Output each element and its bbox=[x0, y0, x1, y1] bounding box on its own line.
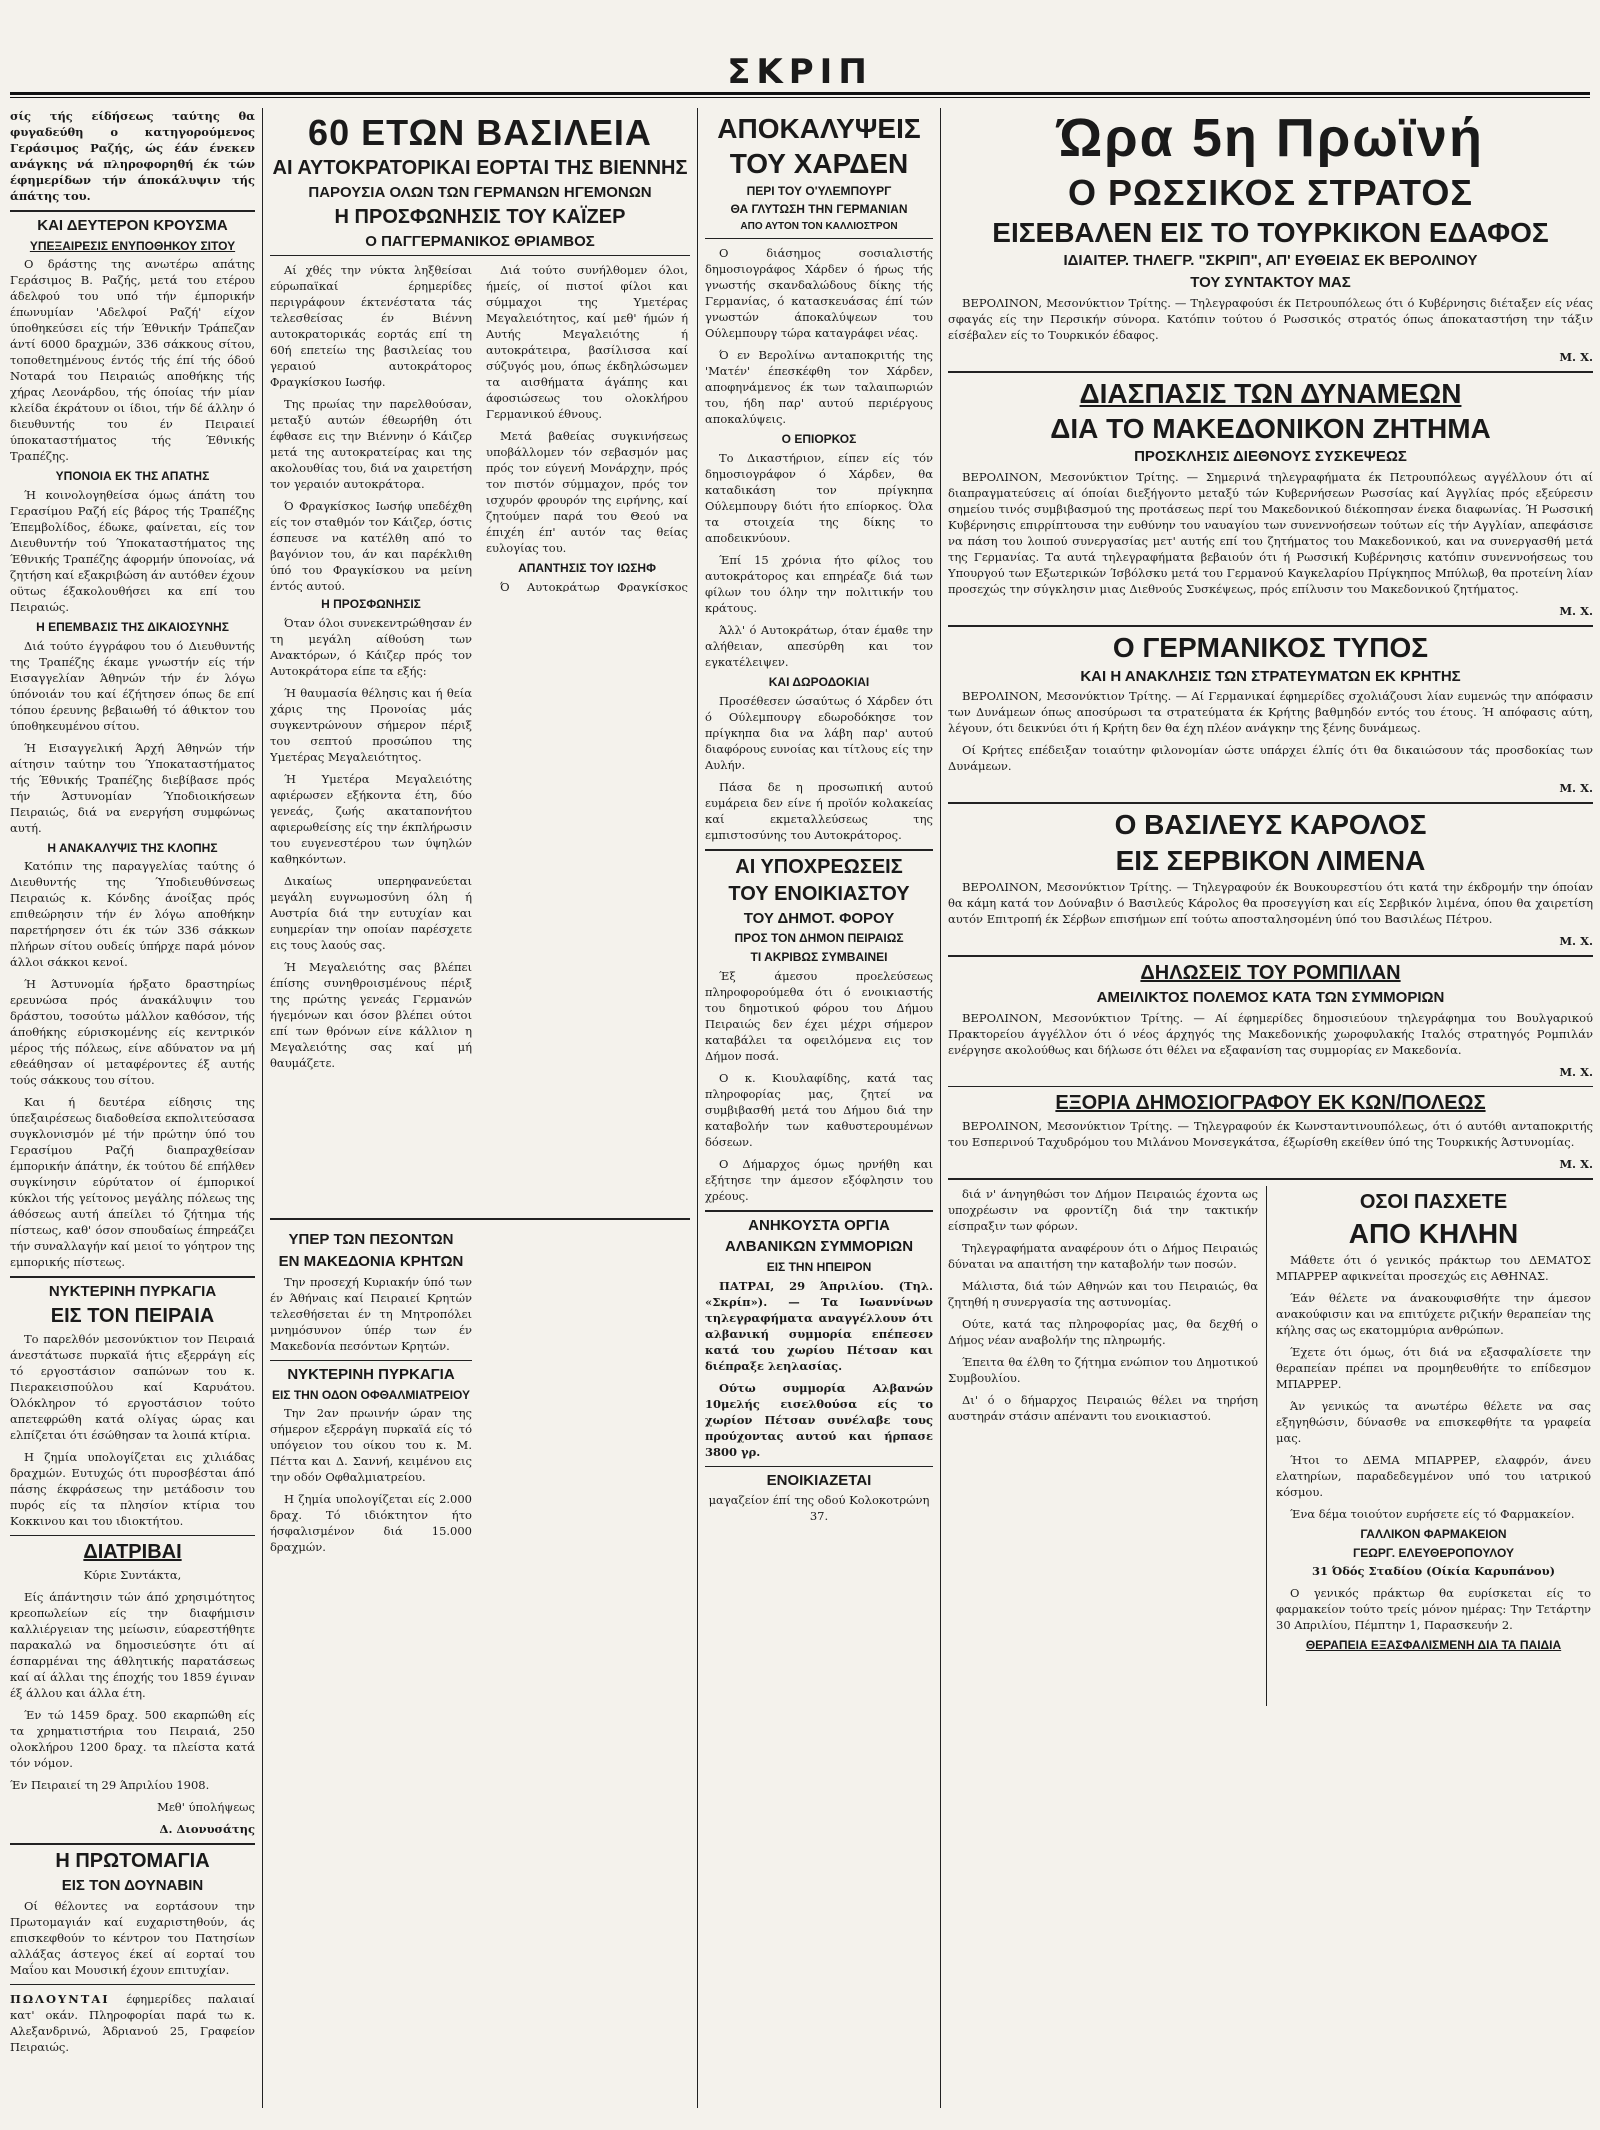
headline: ΕΙΣ ΤΟΝ ΠΕΙΡΑΙΑ bbox=[50, 1304, 215, 1327]
divider bbox=[270, 1360, 472, 1361]
headline: ΕΞΟΡΙΑ ΔΗΜΟΣΙΟΓΡΑΦΟΥ ΕΚ ΚΩΝ/ΠΟΛΕΩΣ bbox=[1055, 1091, 1486, 1114]
article-paragraph: Η ζημία υπολογίζεται εις χιλιάδας δραχμών. Ευτυχώς ότι πυροσβέσται άπό πάσης έκφράσεως την μετάδοσιν του πυρός είς τα πλησίον κτίρια του Κοκκινου και του ιδιοκτήτου. bbox=[10, 1449, 255, 1528]
divider bbox=[948, 955, 1593, 957]
article-paragraph: Δικαίως υπερηφανεύεται μεγάλη ευγνωμοσύνη όλη ή Αυστρία διά την ευτυχίαν και ευημερίαν την οποίαν παρέσχετε εις τους λαούς σας. bbox=[270, 873, 472, 952]
subheadline: ΠΡΟΣ ΤΟΝ ΔΗΜΟΝ ΠΕΙΡΑΙΩΣ bbox=[734, 931, 904, 946]
divider bbox=[948, 625, 1593, 627]
article-paragraph: Ο διάσημος σοσιαλιστής δημοσιογράφος Χάρδεν ό ήρως τής γνωστής σκανδαλώδους δίκης τής Γερμανίας, ό κατασκευάσας έπί τών γνωστών άποκαλύψεων του Ούλεμπουργ τώρα καταγράφει νέας. bbox=[705, 246, 933, 341]
column-separator bbox=[940, 108, 941, 2108]
ad-headline: ΓΑΛΛΙΚΟΝ ΦΑΡΜΑΚΕΙΟΝ bbox=[1360, 1527, 1507, 1542]
salutation: Κύριε Συντάκτα, bbox=[83, 1567, 182, 1582]
article-paragraph: Μετά βαθείας συγκινήσεως υποβάλλομεν τόν σεβασμόν μας πρός τον εύγενή Μονάρχην, πρός τον πιστόν σύμμαχον, πρός τον ισχυρόν φρουρόν της ειρήνης, καί ζητούμεν παρά του Θεού να έπιχέη έπ' αυτόν τας θείας ευλογίας του. bbox=[486, 429, 688, 556]
headline: ΤΟΥ ΧΑΡΔΕΝ bbox=[729, 148, 909, 180]
article-subcolumn bbox=[270, 1226, 472, 1786]
divider bbox=[705, 849, 933, 851]
subheadline: ΑΠΑΝΤΗΣΙΣ ΤΟΥ ΙΩΣΗΦ bbox=[518, 561, 656, 576]
column-2 bbox=[270, 108, 690, 2113]
signature: Μ. Χ. bbox=[1559, 1064, 1593, 1079]
subheadline: ΘΑ ΓΛΥΤΩΣΗ ΤΗΝ ΓΕΡΜΑΝΙΑΝ bbox=[730, 202, 908, 217]
divider bbox=[10, 1535, 255, 1536]
divider bbox=[270, 1218, 690, 1220]
divider bbox=[948, 802, 1593, 804]
subheadline: ΤΟΥ ΣΥΝΤΑΚΤΟΥ ΜΑΣ bbox=[1190, 273, 1351, 291]
article-paragraph: Της πρωίας την παρελθούσαν, μεταξύ αυτών έθεωρήθη ότι έφθασε εις την Βιέννην ό Κάιζερ μετά της αυτοκρατείρας και της ακολουθίας του, διά να χαιρετήση τον γεραιόν αυτοκράτορα. bbox=[270, 397, 472, 492]
masthead-rule-thin bbox=[10, 97, 1590, 98]
dispatch-paragraph: ΒΕΡΟΛΙΝΟΝ, Μεσονύκτιον Τρίτης. — Τηλεγραφούσι έκ Πετρουπόλεως ότι ό Κυβέρνησις διέταξεν είς νέας σφαγάς είς την Περσικήν σύνορα. Κατόπιν τούτου ό Ρωσσικός στρατός όπως άποκαταστήση την τάξιν είσέβαλεν είς το Τουρκικόν έδαφος. bbox=[948, 295, 1593, 342]
headline: ΑΠΟΚΑΛΥΨΕΙΣ bbox=[717, 113, 921, 144]
headline: ΑΙ ΑΥΤΟΚΡΑΤΟΡΙΚΑΙ ΕΟΡΤΑΙ ΤΗΣ ΒΙΕΝΝΗΣ bbox=[272, 156, 688, 179]
article-paragraph: Δι' ό ο δήμαρχος Πειραιώς θέλει να τηρήση αυστηράν στάσιν απέναντι του ενοικιαστού. bbox=[948, 1392, 1258, 1423]
subheadline: ΥΠΕΞΑΙΡΕΣΙΣ ΕΝΥΠΟΘΗΚΟΥ ΣΙΤΟΥ bbox=[29, 238, 236, 253]
column-4 bbox=[948, 108, 1593, 2113]
article-paragraph: Οί θέλοντες να εορτάσουν την Πρωτομαγιάν καί ευχαριστηθούν, άς επισκεφθούν το κέντρον του Πατησίων αλλάξας άστεγος έκεί αί εορταί του Μαΐου και Μουσική έχουν επιτυχίαν. bbox=[10, 1898, 255, 1977]
subheadline: ΑΜΕΙΛΙΚΤΟΣ ΠΟΛΕΜΟΣ ΚΑΤΑ ΤΩΝ ΣΥΜΜΟΡΙΩΝ bbox=[1096, 989, 1445, 1007]
headline: 60 ΕΤΩΝ ΒΑΣΙΛΕΙΑ bbox=[308, 112, 652, 153]
dispatch-paragraph: ΒΕΡΟΛΙΝΟΝ, Μεσονύκτιον Τρίτης. — Τηλεγραφούν έκ Βουκουρεστίου ότι κατά την έκδρομήν την όποίαν θα κάμη κατά τον Δούναβιν ό Βασιλεύς Κάρολος θα προσεγγίση και είς Σερβικόν λιμένα, όπου θα χαιρετίση αυτόν Επιτροπή έκ Σέρβων επισήμων επί τούτω αποσταλησομένη ύπό του Βασιλέως Πέτρου. bbox=[948, 880, 1593, 927]
masthead-rule bbox=[10, 92, 1590, 95]
headline: ΚΑΙ ΔΕΥΤΕΡΟΝ ΚΡΟΥΣΜΑ bbox=[37, 217, 228, 234]
divider bbox=[10, 1984, 255, 1985]
article-paragraph: Το Δικαστήριον, είπεν είς τόν δημοσιογράφον ό Χάρδεν, θα καταδικάση τον πρίγκηπα Ούλεμπουργ διότι ήτο επίορκος. Όλα τα στοιχεία της δίκης το αποδεικνύουν. bbox=[705, 451, 933, 546]
article-subcolumn bbox=[486, 262, 688, 592]
dispatch-paragraph: ΒΕΡΟΛΙΝΟΝ, Μεσονύκτιον Τρίτης. — Σημερινά τηλεγραφήματα έκ Πετρουπόλεως αγγέλλουν ότι αί διαπραγματεύσεις αί όποίαι διεξήγοντο μεταξύ τών Κυβερνήσεων Ρωσσίας καί Άγγλίας πρός εξεύρεσιν σημείου τινός συμβιβασμού της προτάσεως περί του Μακεδονικού διέκοπησαν ένεκα διαφωνίας. Ή Ρωσσική Κυβέρνησις επιρρίπτουσα την ευθύνην του ναυαγίου των συνεννοήσεων τούτων είς τήν Αγγλίαν, απεφάσισε να πάση του λοιπού συνεργασίας μετ' αυτής επί του ζητήματος του Μακεδονικού, και να συνεργασθή μετά της Γερμανίας. Τα αυτά τηλεγραφήματα βεβαιούν ότι ή Ρωσσική Κυβέρνησις κατόπιν συνεννοήσεως του Υπουργού των Εξωτερικών Ίσβόλσκυ μετά του Γερμανού Καγκελαρίου Πρίγκηπος Μπύλωβ, θα προτείνη λίαν προσεχώς την σύγκλησιν μιας Διεθνούς Συσκέψεως, πρός επίλυσιν του Μακεδονικού ζητήματος. bbox=[948, 470, 1593, 597]
divider bbox=[10, 1276, 255, 1278]
ad-paragraph: Ο γενικός πράκτωρ θα ευρίσκεται είς το φαρμακείον τούτο τρείς μόνον ημέρας: Την Τετάρτην 30 Απριλίου, Πέμπτην 1, Παρασκευήν 2. bbox=[1276, 1586, 1591, 1633]
subheadline: ΚΑΙ ΔΩΡΟΔΟΚΙΑΙ bbox=[768, 675, 870, 690]
divider bbox=[705, 238, 933, 239]
dispatch-paragraph: ΒΕΡΟΛΙΝΟΝ, Μεσονύκτιον Τρίτης. — Αί έφημερίδες δημοσιεύουν τηλεγράφημα του Βουλγαρικού Πρακτορείου άγγέλλον ότι ό νέος άρχηγός της Μακεδονικής χωροφυλακής Ιταλός στρατηγός Ρομπιλάν ενέργησε ακολούθως και δήλωσε ότι θέλει να εξαφανίση τας συμμορίας εν Μακεδονία. bbox=[948, 1010, 1593, 1057]
subheadline: ΥΠΟΝΟΙΑ ΕΚ ΤΗΣ ΑΠΑΤΗΣ bbox=[55, 469, 210, 484]
headline: Η ΠΡΩΤΟΜΑΓΙΑ bbox=[55, 1849, 210, 1872]
article-paragraph: Τηλεγραφήματα αναφέρουν ότι ο Δήμος Πειραιώς δύναται να απαιτήση την καταβολήν των ποσών. bbox=[948, 1240, 1258, 1271]
headline: ΥΠΕΡ ΤΩΝ ΠΕΣΟΝΤΩΝ bbox=[288, 1231, 454, 1249]
headline: ΕΝ ΜΑΚΕΔΟΝΙΑ ΚΡΗΤΩΝ bbox=[278, 1253, 464, 1271]
article-paragraph: Το παρελθόν μεσονύκτιον τον Πειραιά άνεστάτωσε πυρκαϊά ήτις εξερράγη είς τό εργοστάσιον σαπώνων του κ. Πιερακεισπούλου καί Καρυάτου. Όλόκληρον τό εργοστάσιον τούτο απετεφρώθη κατά ολίγας ώρας και ελπίζεται ότι έσώθησαν τα λοιπά κτίρια. bbox=[10, 1331, 255, 1442]
article-paragraph: Ή Υμετέρα Μεγαλειότης αφιέρωσεν εξήκοντα έτη, δύο γενεάς, ζωής ακαταπονήτου αφιερωθείσης είς την έκπλήρωσιν του ευγενεστέρου των ύψηλών καθηκόντων. bbox=[270, 771, 472, 866]
article-paragraph: ΠΑΤΡΑΙ, 29 Άπριλίου. (Τηλ. «Σκρίπ»). — Τα Ιωαννίνων τηλεγραφήματα αναγγέλλουν ότι αλβανική συμμορία επέπεσεν κατά του χωρίου Πέτσαν και διέπραξε λεηλασίας. bbox=[705, 1278, 933, 1373]
article-subcolumn bbox=[270, 262, 472, 592]
headline: ΕΙΣ ΤΟΝ ΔΟΥΝΑΒΙΝ bbox=[61, 1876, 204, 1894]
closing: Μεθ' ύπολήψεως bbox=[157, 1799, 255, 1814]
headline: ΤΟΥ ΕΝΟΙΚΙΑΣΤΟΥ bbox=[728, 882, 910, 905]
article-paragraph: Ή Εισαγγελική Άρχή Άθηνών τήν αίτησιν ταύτην του Ύποκαταστήματος τής Έθνικής Τραπέζης διεβίβασε πρός τήν Άστυνομίαν Ύποδιοικήσεων Πειραιώς, διά να ενεργήση συμφώνως αυτή. bbox=[10, 740, 255, 835]
article-paragraph: Ή θαυμασία θέλησις και ή θεία χάρις της Προνοίας μάς συγκεντρώνουν σήμερον πέριξ του σεπτού προσώπου της Υμετέρας Μεγαλειότητος. bbox=[270, 685, 472, 764]
subheadline: Ο ΠΑΓΓΕΡΜΑΝΙΚΟΣ ΘΡΙΑΜΒΟΣ bbox=[365, 232, 595, 250]
subheadline: ΠΑΡΟΥΣΙΑ ΟΛΩΝ ΤΩΝ ΓΕΡΜΑΝΩΝ ΗΓΕΜΟΝΩΝ bbox=[308, 183, 652, 201]
ad-paragraph: Ήτοι το ΔΕΜΑ ΜΠΑΡΡΕΡ, ελαφρόν, άνευ ελατηρίων, παραδεδεγμένον υπό του ιατρικού κόσμου. bbox=[1276, 1453, 1591, 1500]
ad-headline: ΓΕΩΡΓ. ΕΛΕΥΘΕΡΟΠΟΥΛΟΥ bbox=[1353, 1545, 1514, 1560]
article-block bbox=[270, 592, 690, 1212]
article-paragraph: Μάλιστα, διά τών Αθηνών και του Πειραιώς, θα ζητηθή η συνεργασία της αστυνομίας. bbox=[948, 1278, 1258, 1309]
headline: ΕΙΣΕΒΑΛΕΝ ΕΙΣ ΤΟ ΤΟΥΡΚΙΚΟΝ ΕΔΑΦΟΣ bbox=[992, 216, 1549, 248]
advertisement bbox=[1276, 1186, 1591, 1706]
headline: Ο ΡΩΣΣΙΚΟΣ ΣΤΡΑΤΟΣ bbox=[1068, 172, 1473, 213]
subheadline: ΤΙ ΑΚΡΙΒΩΣ ΣΥΜΒΑΙΝΕΙ bbox=[750, 950, 888, 964]
column-separator bbox=[697, 108, 698, 2108]
article-paragraph: Έν τώ 1459 δραχ. 500 εκαρπώθη είς τα χρηματιστήρια του Πειραιά, 250 ολοκλήρου 1200 δραχ. τα πλείστα κατά τόν νόμον. bbox=[10, 1707, 255, 1770]
ad-paragraph: Μάθετε ότι ό γενικός πράκτωρ του ΔΕΜΑΤΟΣ ΜΠΑΡΡΕΡ αφικνείται προσεχώς εις ΑΘΗΝΑΣ. bbox=[1276, 1253, 1591, 1284]
subheadline: ΠΡΟΣΚΛΗΣΙΣ ΔΙΕΘΝΟΥΣ ΣΥΣΚΕΨΕΩΣ bbox=[1134, 448, 1407, 466]
newspaper-name: ΣΚΡΙΠ bbox=[727, 52, 873, 92]
headline: ΔΙΑΣΠΑΣΙΣ ΤΩΝ ΔΥΝΑΜΕΩΝ bbox=[1079, 377, 1462, 409]
article-paragraph: Ούτε, κατά τας πληροφορίας μας, θα δεχθή ο Δήμος νέαν αναβολήν της πληρωμής. bbox=[948, 1316, 1258, 1347]
ad-paragraph: Ένα δέμα τοιούτον ευρήσετε είς τό Φαρμακείον. bbox=[1290, 1507, 1575, 1522]
article-paragraph: Την 2αν πρωινήν ώραν της σήμερον εξερράγη πυρκαϊά είς τό υπόγειον του οίκου του κ. Μ. Πέττα και Δ. Σαννή, κειμένου εις την οδόν Οφθαλμιατρείου. bbox=[270, 1406, 472, 1485]
article-paragraph: Έπειτα θα έλθη το ζήτημα ενώπιον του Δημοτικού Συμβουλίου. bbox=[948, 1354, 1258, 1385]
article-subcolumn bbox=[948, 1186, 1258, 1706]
lead-paragraph: σίς τής είδήσεως ταύτης θα φυγαδεύθη ο κατηγορούμενος Γεράσιμος Ραζής, ώς έάν ένεκεν ανάγκης νά πληροφορηθή έκ τών έφημερίδων τήν άποκάλυψιν τής άπάτης του. bbox=[10, 109, 255, 203]
subheadline: ΠΕΡΙ ΤΟΥ Ο'ΥΛΕΜΠΟΥΡΓ bbox=[746, 183, 892, 198]
signature: Μ. Χ. bbox=[1559, 349, 1593, 364]
headline: ΑΝΗΚΟΥΣΤΑ ΟΡΓΙΑ bbox=[748, 1216, 890, 1234]
headline: ΔΙΑΤΡΙΒΑΙ bbox=[83, 1540, 182, 1563]
masthead bbox=[0, 0, 1600, 100]
article-paragraph: Ό Αυτοκράτωρ Φραγκίσκος bbox=[500, 579, 688, 593]
article-paragraph: Έξ άμεσου προελεύσεως πληροφορούμεθα ότι ό ενοικιαστής του δημοτικού φόρου του Δήμου Πειραιώς δεν έχει μέχρι σήμερον καταβάλει τα οφειλόμενα εις τον Δήμον ποσά. bbox=[705, 968, 933, 1063]
banner-headline: Ώρα 5η Πρωϊνή bbox=[1057, 108, 1484, 168]
article-paragraph: Και ή δευτέρα είδησις της ύπεξαιρέσεως διαδοθείσα εκπολιτεύσασα συγκλονισμόν μέ τήν πρώτην ύπό του Γερασίμου Ραζή διαπραχθείσαν έμπορικήν άπάτην, έκ τούτου δέ επήλθεν συγκίνησιν εύρύτατον οί έμπορικοί κύκλοι τής γείτονος μεγάλης πόλεως της άθόσεως αυτή άπείλει τό ζήτημα τής πίστεως, καθ' όσον σπουδαίως έπηρεάζει τήν συναλλαγήν καί μειοί το γόητρον της εμπορικής πίστεως. bbox=[10, 1095, 255, 1270]
bottom-block bbox=[948, 1186, 1593, 1706]
signature: Δ. Διονυσάτης bbox=[159, 1821, 255, 1836]
ad-paragraph: Έάν θέλετε να άνακουφισθήτε την άμεσον ανακούφισιν και να επιτύχετε ριζικήν θεραπείαν της κήλης σας ως εκατομμύρια ανθρώπων. bbox=[1276, 1291, 1591, 1338]
dispatch-paragraph: Οί Κρήτες επέδειξαν τοιαύτην φιλονομίαν ώστε υπάρχει έλπίς ότι θα δικαιώσουν τάς προσδοκίας των Δυνάμεων. bbox=[948, 743, 1593, 774]
ad-address: 31 Όδός Σταδίου (Οίκία Καρυπάνου) bbox=[1311, 1564, 1556, 1579]
divider bbox=[948, 371, 1593, 373]
subheadline: Η ΕΠΕΜΒΑΣΙΣ ΤΗΣ ΔΙΚΑΙΟΣΥΝΗΣ bbox=[36, 619, 229, 634]
article-paragraph: Ούτω συμμορία Αλβανών 10μελής εισελθούσα είς το χωρίον Πέτσαν συνέλαβε τους προύχοντας αυτού και ήρπασε 3800 γρ. bbox=[705, 1380, 933, 1459]
headline: ΑΛΒΑΝΙΚΩΝ ΣΥΜΜΟΡΙΩΝ bbox=[724, 1238, 914, 1256]
headline: Ο ΒΑΣΙΛΕΥΣ ΚΑΡΟΛΟΣ bbox=[1114, 809, 1427, 841]
article-paragraph: Ή Μεγαλειότης σας βλέπει έπίσης συνηθροισμένους πέριξ της πρώτης γενεάς Γερμανών ήγεμόνων και όσον βλέπει ούτοι επί των θρόνων είνε κάλλιον η Μεγαλειότης σας καί μή θαυμάζετε. bbox=[270, 959, 472, 1070]
article-paragraph: Διά τούτο έγγράφου του ό Διευθυντής της Τραπέζης έκαμε γνωστήν είς τήν Εισαγγελίαν Άθηνών τήν έν λόγω ύπόνοιάν του καί έζήτησεν όπως δε επί τόπου έρευνης βεβαιωθή τό άθικτον του ύποθηκευμένου σίτου. bbox=[10, 638, 255, 733]
article-paragraph: Αί χθές την νύκτα ληξθείσαι εύρωπαϊκαί έρημερίδες περιγράφουν έκτενέστατα τάς τελεσθείσας έν Βιέννη αυτοκρατορικάς εορτάς επί τη 60ή επετείω της βασιλείας του γεραιού αυτοκράτορος Φραγκίσκου Ιωσήφ. bbox=[270, 263, 472, 390]
divider bbox=[948, 1086, 1593, 1087]
article-paragraph: Έπί 15 χρόνια ήτο φίλος του αυτοκράτορος και επηρέαζε διά των φίλων του όλην την πολιτικήν του κράτους. bbox=[705, 553, 933, 616]
article-paragraph: Ο Δήμαρχος όμως ηρνήθη και εξήτησε την άμεσον εξόφλησιν του χρέους. bbox=[705, 1156, 933, 1203]
headline: ΝΥΚΤΕΡΙΝΗ ΠΥΡΚΑΓΙΑ bbox=[48, 1283, 217, 1301]
ad-text: μαγαζείον έπί της οδού Κολοκοτρώνη 37. bbox=[708, 1493, 930, 1524]
article-paragraph: Ο δράστης της ανωτέρω απάτης Γεράσιμος Β. Ραζής, μετά του ετέρου άδελφού του υπό τήν έμπορικήν έπωνυμίαν 'Αδελφοί Ραζή' είχον ύποθηκεύσει είς τήν Έθνικήν Τράπεζαν άντί 6000 δραχμών, 336 σάκκους σίτου, τοποθετημένους έντός τής έπί τής όδού Νοταρά του Πειραιώς αποθήκης τής χήρας Λεονάρδου, τής όποίας τήν μίαν κλείδα έκράτουν οι ίδιοι, τήν δέ άλλην ό διευθυντής του έν Πειραιεί ύποκαταστήματος τής Έθνικής Τραπέζης. bbox=[10, 257, 255, 464]
divider bbox=[705, 1466, 933, 1467]
article-paragraph: διά ν' άνηγηθώσι τον Δήμον Πειραιώς έχοντα ως υποχρέωσιν να φροντίζη διά την τακτικήν είσπραξιν των φόρων. bbox=[948, 1186, 1258, 1233]
dateline: Έν Πειραιεί τη 29 Άπριλίου 1908. bbox=[10, 1777, 210, 1792]
column-separator bbox=[262, 108, 263, 2108]
article-subcolumn bbox=[270, 592, 472, 1212]
subheadline: ΚΑΙ Η ΑΝΑΚΛΗΣΙΣ ΤΩΝ ΣΤΡΑΤΕΥΜΑΤΩΝ ΕΚ ΚΡΗΤΗΣ bbox=[1080, 667, 1461, 685]
subheadline: ΕΙΣ ΤΗΝ ΟΔΟΝ ΟΦΘΑΛΜΙΑΤΡΕΙΟΥ bbox=[271, 1387, 471, 1402]
subheadline: Η ΑΝΑΚΑΛΥΨΙΣ ΤΗΣ ΚΛΟΠΗΣ bbox=[47, 840, 218, 855]
article-paragraph: Ό εν Βερολίνω ανταποκριτής της 'Ματέν' έπεσκέφθη τον Χάρδεν, αποφηνάμενος έκ των ταλαιπωριών του, ήδη παρ' αυτού περιέργους αποκαλύψεις. bbox=[705, 348, 933, 427]
headline: ΝΥΚΤΕΡΙΝΗ ΠΥΡΚΑΓΙΑ bbox=[287, 1365, 455, 1383]
subheadline: Η ΠΡΟΣΦΩΝΗΣΙΣ bbox=[321, 597, 421, 612]
article-paragraph: Κατόπιν της παραγγελίας ταύτης ό Διευθυντής της Ύποδιευθύνσεως Πειραιώς κ. Κόνδης άνοίξας πρός επιθεώρησιν τήν έν λόγω αποθήκην παρετήρησεν ότι έκ τών 336 σάκκων πλήρων σίτου ουδείς ύπήρχε παρά μόνον άλλοι σάκκοι κενοί. bbox=[10, 859, 255, 970]
signature: Μ. Χ. bbox=[1559, 781, 1593, 796]
signature: Μ. Χ. bbox=[1559, 934, 1593, 949]
headline: Ο ΓΕΡΜΑΝΙΚΟΣ ΤΥΠΟΣ bbox=[1112, 632, 1429, 664]
article-paragraph: Όταν όλοι συνεκεντρώθησαν έν τη μεγάλη αίθούση των Ανακτόρων, ό Κάιζερ πρός τον Αυτοκράτορα είπε τα εξής: bbox=[270, 615, 472, 678]
ad-text: έφημερίδες παλαιαί κατ' οκάν. Πληροφορίαι παρά τω κ. Αλεξανδρινώ, Άδριανού 25, Γραφείον Πειραιώς. bbox=[10, 1991, 255, 2054]
ad-headline: ΘΕΡΑΠΕΙΑ ΕΞΑΣΦΑΛΙΣΜΕΝΗ ΔΙΑ ΤΑ ΠΑΙΔΙΑ bbox=[1305, 1638, 1562, 1653]
article-paragraph: Πάσα δε η προσωπική αυτού ευμάρεια δεν είνε ή προϊόν κολακείας καί εκμεταλλεύσεως της εμπιστοσύνης του Αυτοκράτορος. bbox=[705, 779, 933, 842]
subheadline: Ο ΕΠΙΟΡΚΟΣ bbox=[781, 432, 857, 447]
subheadline: ΕΙΣ ΤΗΝ ΗΠΕΙΡΟΝ bbox=[766, 1260, 872, 1275]
signature: Μ. Χ. bbox=[1559, 604, 1593, 619]
column-separator bbox=[1266, 1186, 1267, 1706]
article-paragraph: Ο κ. Κιουλαφίδης, κατά τας πληροφορίας μας, ζητεί να συμβιβασθή μετά του Δήμου διά την καταβολήν των καθυστερουμένων δόσεων. bbox=[705, 1070, 933, 1149]
divider bbox=[948, 1178, 1593, 1180]
article-paragraph: Άλλ' ό Αυτοκράτωρ, όταν έμαθε την αλήθειαν, απεσύρθη και τον εγκατέλειψεν. bbox=[705, 623, 933, 670]
divider bbox=[705, 1210, 933, 1212]
headline: Η ΠΡΟΣΦΩΝΗΣΙΣ ΤΟΥ ΚΑΪΖΕΡ bbox=[334, 205, 626, 228]
article-block bbox=[270, 262, 690, 592]
article-paragraph: Η ζημία υπολογίζεται είς 2.000 δραχ. Τό ιδιόκτητον ήτο ήσφαλισμένον διά 15.000 δραχμών. bbox=[270, 1492, 472, 1555]
subheadline: ΑΠΟ ΑΥΤΟΝ ΤΟΝ ΚΑΛΛΙΟΣΤΡΟΝ bbox=[740, 220, 898, 232]
headline: ΑΙ ΥΠΟΧΡΕΩΣΕΙΣ bbox=[735, 855, 903, 878]
dispatch-paragraph: ΒΕΡΟΛΙΝΟΝ, Μεσονύκτιον Τρίτης. — Τηλεγραφούν έκ Κωνσταντινουπόλεως, ότι ό αυτόθι ανταποκριτής του Εσπερινού Ταχυδρόμου του Μιλάνου Μονσεγκάτσα, έξωρίσθη εκείθεν ύπό της Τουρκικής Άστυνομίας. bbox=[948, 1118, 1593, 1149]
article-paragraph: Ό Φραγκίσκος Ιωσήφ υπεδέχθη είς τον σταθμόν τον Κάιζερ, όστις έσπευσε να κατέλθη από το βαγόνιον του, άν και παρέκλιθη ύπό του Φραγκίσκου να μείνη έντός αυτού. bbox=[270, 499, 472, 593]
divider bbox=[10, 1843, 255, 1845]
article-paragraph: Διά τούτο συνήλθομεν όλοι, ήμείς, οί πιστοί φίλοι και σύμμαχοι της Υμετέρας Μεγαλειότητος, καί μεθ' ήμών ή Αυτής Μεγαλειότης ή αυτοκράτειρα, βασίλισσα καί σύζυγός μου, όπως έκδηλώσωμεν τα αισθήματα άγάπης και άφοσιώσεως του ολοκλήρου Γερμανικού έθνους. bbox=[486, 263, 688, 422]
article-paragraph: Ή Άστυνομία ήρξατο δραστηρίως ερευνώσα πρός άνακάλυψιν του δράστου, τοσούτω μάλλον καθόσον, τής άποθήκης εύρισκομένης είς κεντρικόν μέρος τής πόλεως, είνε αδύνατον να μή εθεάθησαν οί μεταφέροντες έξ αυτής τούς σάκκους του σίτου. bbox=[10, 977, 255, 1088]
article-paragraph: Ή κοινολογηθείσα όμως άπάτη του Γερασίμου Ραζή είς βάρος τής Τραπέζης Έπεμβολίδος, έδωκε, φαίνεται, είς τον Διευθυντήν τού Ύποκαταστήματος της Έθνικής Τραπέζης άφορμήν ύπονοίας, νά ζητήση καί εξακριβώση άν αυτόθεν έχουν οϋτως έξακολουθήσει κα επί του Πειραιώς. bbox=[10, 487, 255, 614]
ad-headline: ΕΝΟΙΚΙΑΖΕΤΑΙ bbox=[766, 1471, 872, 1489]
divider bbox=[10, 210, 255, 212]
divider bbox=[270, 255, 690, 256]
article-paragraph: Την προσεχή Κυριακήν ύπό των έν Άθήναις καί Πειραιεί Κρητών τελεσθήσεται έν τη Μητροπόλει μνημόσυνον ύπέρ των έν Μακεδονία πεσόντων Κρητών. bbox=[270, 1274, 472, 1353]
dispatch-paragraph: ΒΕΡΟΛΙΝΟΝ, Μεσονύκτιον Τρίτης. — Αί Γερμανικαί έφημερίδες σχολιάζουσι λίαν ευμενώς την απόφασιν των Δυνάμεων όπως αποσύρωσι τα στρατεύματα έκ Κρήτης βαθμηδόν εντός του έτους. Ή απόφασις αύτη, λέγουν, ότι δεικνύει ότι ή Κρήτη δεν θα έχη πλέον ανάγκην της ξένης δυνάμεως. bbox=[948, 689, 1593, 736]
ad-keyword: ΠΩΛΟΥΝΤΑΙ bbox=[10, 1991, 110, 2006]
ad-paragraph: Έχετε ότι όμως, ότι διά να εξασφαλίσετε την θεραπείαν πρέπει να προμηθευθήτε το επίδεσμον ΜΠΑΡΡΕΡ. bbox=[1276, 1345, 1591, 1392]
ad-headline: ΟΣΟΙ ΠΑΣΧΕΤΕ bbox=[1359, 1190, 1508, 1213]
headline: ΤΟΥ ΔΗΜΟΤ. ΦΟΡΟΥ bbox=[743, 909, 895, 927]
column-1 bbox=[10, 108, 255, 2113]
article-paragraph: Είς άπάντησιν τών άπό χρησιμότητος κρεοπωλείων είς την διαφήμισιν καλλιέργειαν της μείωσιν, εύαρεστήθητε παρακαλώ να δημοσιεύσητε ότι αί έσπαρμέναι της άθλητικής παρατάσεως καί αί άλλαι της έποχής του 1859 έγιναν έξ άλλου και άλλα έτη. bbox=[10, 1589, 255, 1700]
headline: ΔΙΑ ΤΟ ΜΑΚΕΔΟΝΙΚΟΝ ΖΗΤΗΜΑ bbox=[1050, 413, 1491, 445]
subheadline: ΙΔΙΑΙΤΕΡ. ΤΗΛΕΓΡ. "ΣΚΡΙΠ", ΑΠ' ΕΥΘΕΙΑΣ ΕΚ ΒΕΡΟΛΙΝΟΥ bbox=[1063, 252, 1478, 270]
column-3 bbox=[705, 108, 933, 2113]
ad-paragraph: Άν γενικώς τα ανωτέρω θέλετε να σας εξηγηθώσιν, δύνασθε να επισκεφθήτε τα γραφεία μας. bbox=[1276, 1399, 1591, 1446]
ad-headline: ΑΠΟ ΚΗΛΗΝ bbox=[1348, 1217, 1519, 1249]
headline: ΔΗΛΩΣΕΙΣ ΤΟΥ ΡΟΜΠΙΛΑΝ bbox=[1140, 962, 1401, 985]
article-paragraph: Προσέθεσεν ώσαύτως ό Χάρδεν ότι ό Ούλεμπουργ εδωροδόκησε τον πρίγκηπα δια να λάβη παρ' αυτού διαφόρους ευνοίας και τίτλους είς την Αυλήν. bbox=[705, 693, 933, 772]
signature: Μ. Χ. bbox=[1559, 1156, 1593, 1171]
headline: ΕΙΣ ΣΕΡΒΙΚΟΝ ΛΙΜΕΝΑ bbox=[1115, 844, 1426, 876]
